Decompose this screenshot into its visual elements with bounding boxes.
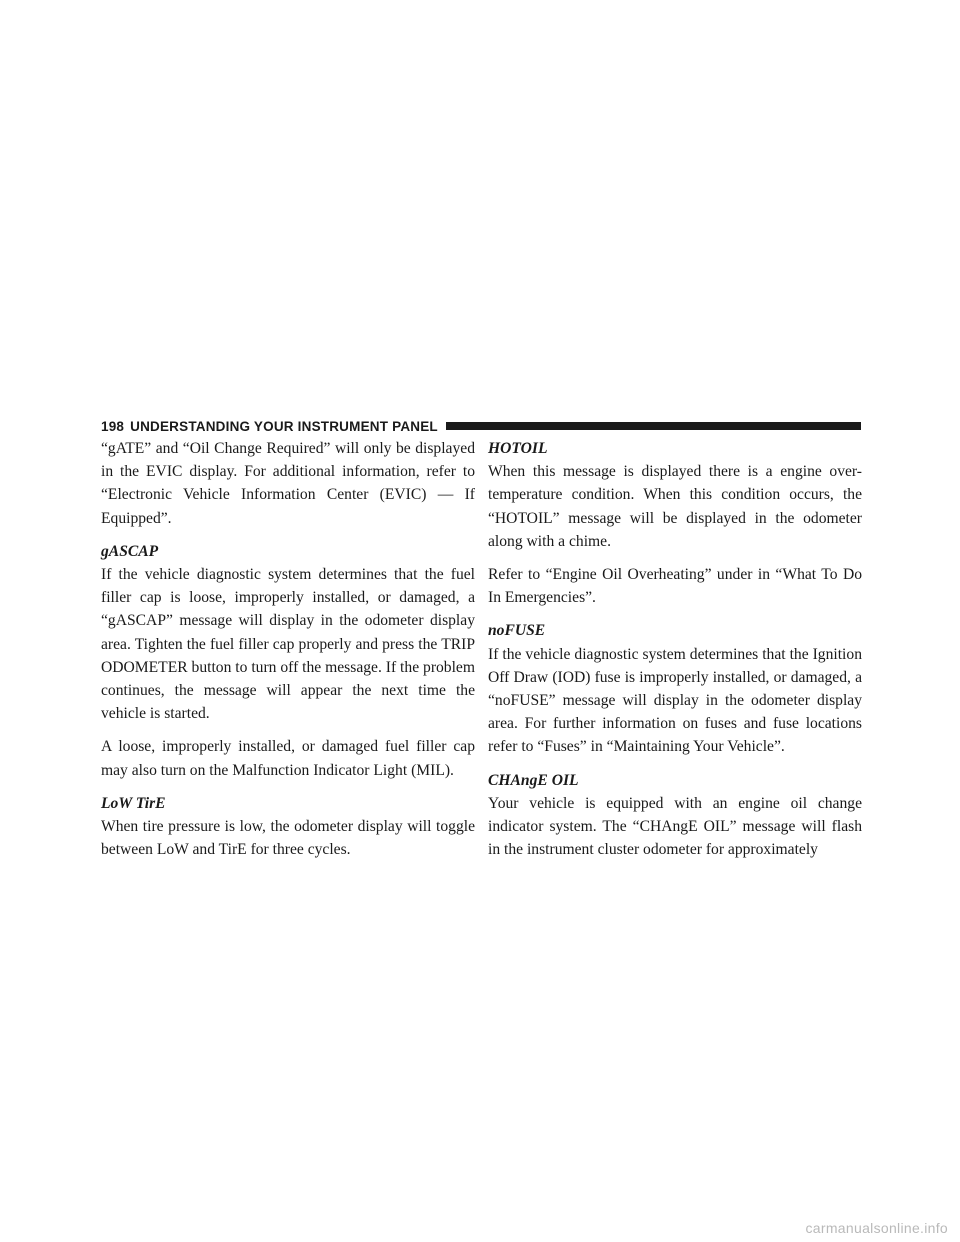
- intro-paragraph: “gATE” and “Oil Change Required” will only be displayed in the EVIC display. For additional information, refer to “Electronic Vehicle Information Center (EVIC) — If Equipped”.: [101, 440, 475, 527]
- left-column: [101, 437, 475, 871]
- changeoil-heading: CHAngE OIL: [488, 771, 579, 789]
- page-header: [101, 416, 861, 436]
- gascap-heading: gASCAP: [101, 542, 159, 560]
- changeoil-paragraph: Your vehicle is equipped with an engine oil change indicator system. The “CHAngE OIL” message will flash in the instrument cluster odometer for approximately: [488, 794, 862, 859]
- gascap-paragraph-1: If the vehicle diagnostic system determines that the fuel filler cap is loose, improperly installed, or damaged, a “gASCAP” message will display in the odometer display area. Tighten the fuel filler cap properly and press the TRIP ODOMETER button to turn off the message. If the problem continues, the message will appear the next time the vehicle is started.: [101, 566, 475, 723]
- hotoil-paragraph-1: When this message is displayed there is a engine over-temperature condition. When this condition occurs, the “HOTOIL” message will be displayed in the odometer along with a chime.: [488, 463, 862, 550]
- hotoil-heading: HOTOIL: [488, 440, 548, 457]
- hotoil-paragraph-2: Refer to “Engine Oil Overheating” under in “What To Do In Emergencies”.: [488, 566, 862, 607]
- nofuse-paragraph: If the vehicle diagnostic system determines that the Ignition Off Draw (IOD) fuse is improperly installed, or damaged, a “noFUSE” message will display in the odometer display area. For further information on fuses and fuse locations refer to “Fuses” in “Maintaining Your Vehicle”.: [488, 645, 862, 756]
- lowtire-heading: LoW TirE: [101, 794, 166, 812]
- gascap-paragraph-2: A loose, improperly installed, or damaged fuel filler cap may also turn on the Malfunction Indicator Light (MIL).: [101, 738, 475, 779]
- header-rule: [446, 422, 861, 430]
- lowtire-paragraph: When tire pressure is low, the odometer display will toggle between LoW and TirE for three cycles.: [101, 818, 475, 859]
- section-title: UNDERSTANDING YOUR INSTRUMENT PANEL: [130, 418, 438, 434]
- watermark: carmanualsonline.info: [805, 1220, 948, 1236]
- page-number: 198: [101, 418, 125, 434]
- nofuse-heading: noFUSE: [488, 622, 546, 640]
- right-column: [488, 437, 862, 871]
